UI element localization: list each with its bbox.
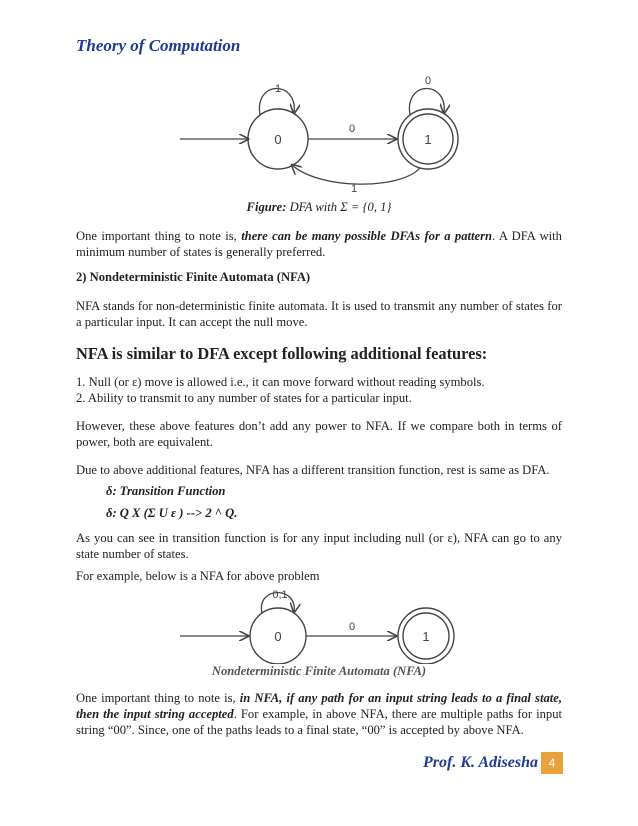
loop-0-label: 0,1 <box>272 589 288 601</box>
back-arrow <box>292 165 420 184</box>
paragraph-transition-intro: Due to above additional features, NFA has a different transition function, rest is same as DFA. <box>76 463 550 477</box>
dfa-diagram <box>170 72 480 197</box>
nfa-diagram <box>170 584 470 664</box>
figure2-caption: Nondeterministic Finite Automata (NFA) <box>211 664 427 678</box>
back-label: 1 <box>350 183 358 195</box>
list-item: 2. Ability to transmit to any number of states for a particular input. <box>76 391 412 405</box>
loop-0-label: 1 <box>274 83 282 95</box>
figure1-caption-prefix: Figure: <box>246 200 287 214</box>
state-1-label: 1 <box>424 132 432 147</box>
paragraph-nfa-acceptance: One important thing to note is, in NFA, if any path for an input string leads to a final state, then the input string accepted. For example, in above NFA, there are multiple paths for input string “00”. Since, one of the paths leads to a final state, “00” is accepted by above NFA. <box>76 691 563 737</box>
state-0-label: 0 <box>274 629 282 644</box>
list-item: 1. Null (or ε) move is allowed i.e., it can move forward without reading symbols. <box>76 375 485 389</box>
loop-1-label: 0 <box>424 75 432 87</box>
forward-label: 0 <box>348 123 356 135</box>
figure1-caption <box>0 200 638 215</box>
state-0-label: 0 <box>274 132 282 147</box>
paragraph-nfa-intro: NFA stands for non-deterministic finite automata. It is used to transmit any number of states for a particular input. It can accept the null move. <box>76 299 562 329</box>
transition-function-label: δ: Transition Function <box>106 484 226 498</box>
feature-list <box>76 374 562 406</box>
footer-author: Prof. K. Adisesha <box>423 754 538 771</box>
figure1-caption-text: DFA with Σ = {0, 1} <box>286 200 392 214</box>
transition-function-formula: δ: Q X (Σ U ε ) --> 2 ^ Q. <box>106 506 238 520</box>
paragraph-equivalence: However, these above features don’t add any power to NFA. If we compare both in terms of power, both are equivalent. <box>76 419 562 449</box>
paragraph-dfa-note: One important thing to note is, there can be many possible DFAs for a pattern. A DFA with minimum number of states is generally preferred. <box>76 229 562 259</box>
page-number: 4 <box>541 752 563 774</box>
main-heading: NFA is similar to DFA except following additional features: <box>76 344 488 363</box>
page-header-title: Theory of Computation <box>76 36 241 55</box>
forward-label: 0 <box>348 621 356 633</box>
section-heading: 2) Nondeterministic Finite Automata (NFA) <box>76 270 311 284</box>
paragraph-example-intro: For example, below is a NFA for above problem <box>76 569 320 583</box>
state-1-label: 1 <box>422 629 430 644</box>
paragraph-transition-explain: As you can see in transition function is for any input including null (or ε), NFA can go to any state number of states. <box>76 531 562 561</box>
